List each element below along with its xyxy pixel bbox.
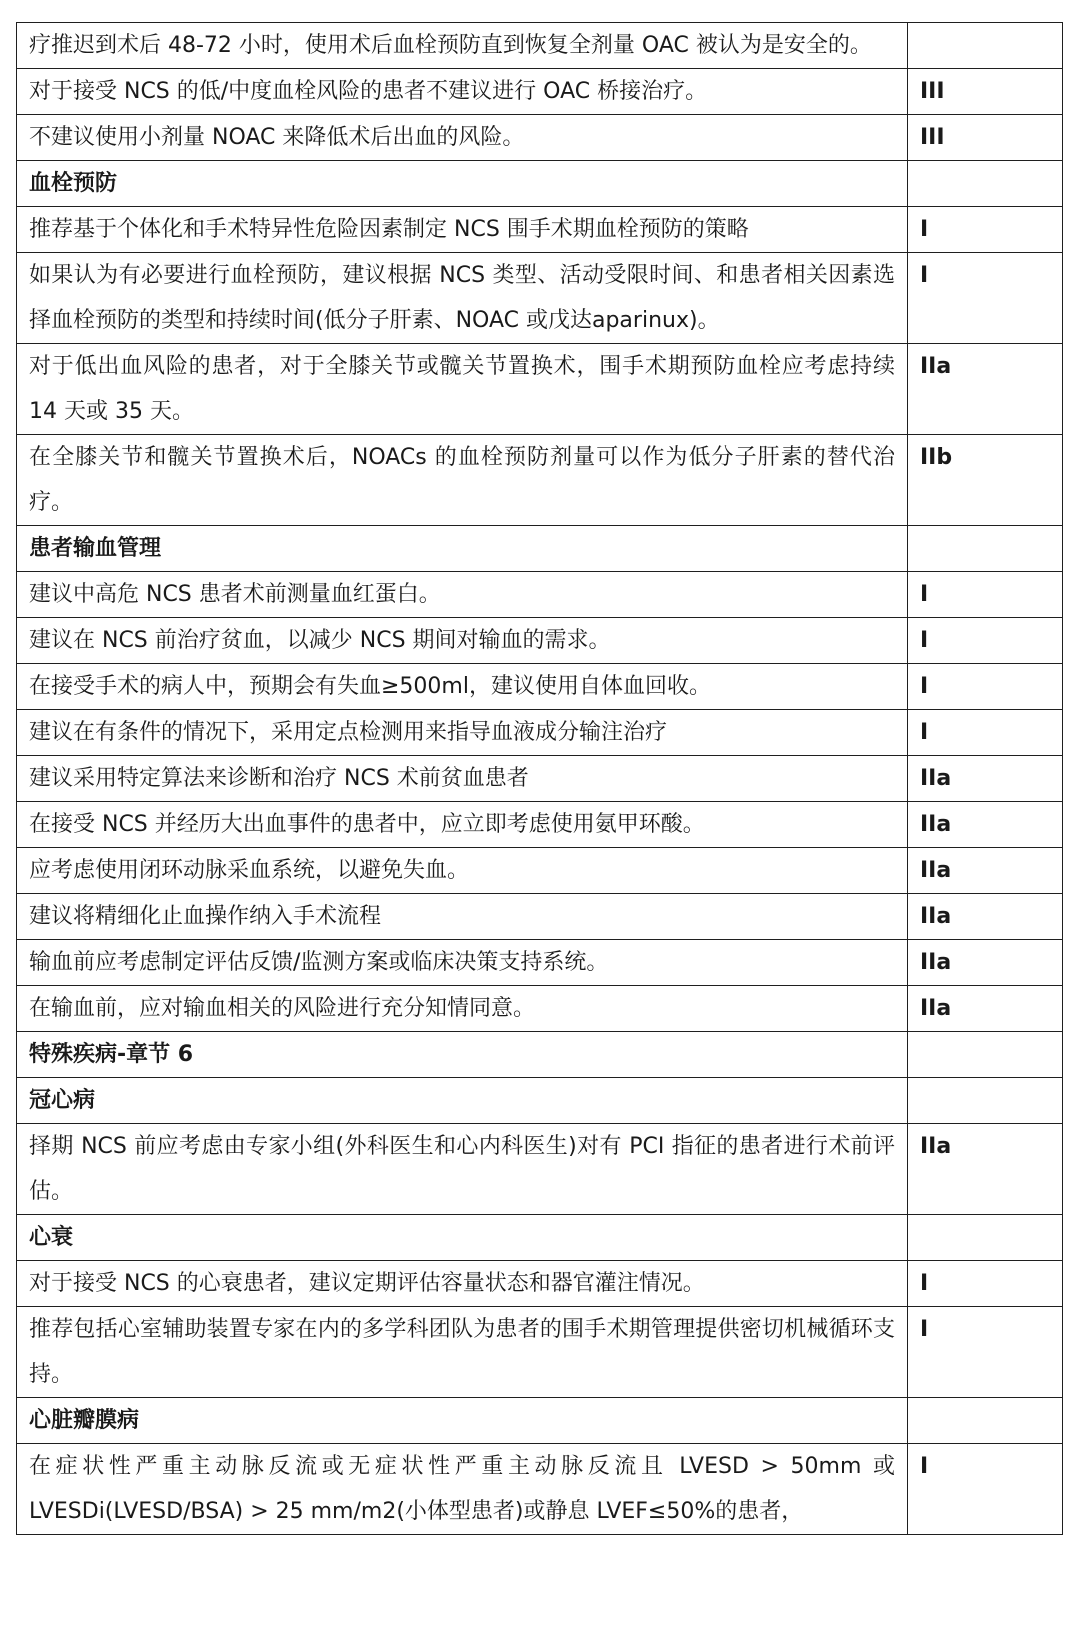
table-row	[17, 618, 1063, 664]
recommendation-class	[908, 23, 1063, 69]
recommendation-text: 建议在有条件的情况下，采用定点检测用来指导血液成分输注治疗	[17, 710, 908, 756]
recommendation-table-body	[17, 23, 1063, 1535]
table-row	[17, 207, 1063, 253]
recommendation-class	[908, 161, 1063, 207]
recommendation-class: III	[908, 69, 1063, 115]
table-row	[17, 756, 1063, 802]
recommendation-text: 在输血前，应对输血相关的风险进行充分知情同意。	[17, 986, 908, 1032]
recommendation-class: IIa	[908, 1124, 1063, 1215]
recommendation-class: IIa	[908, 344, 1063, 435]
recommendation-table	[16, 22, 1063, 1535]
section-title: 心脏瓣膜病	[17, 1398, 908, 1444]
table-row	[17, 115, 1063, 161]
table-row	[17, 986, 1063, 1032]
table-row	[17, 802, 1063, 848]
table-row	[17, 435, 1063, 526]
recommendation-text: 对于低出血风险的患者，对于全膝关节或髋关节置换术，围手术期预防血栓应考虑持续 14 天或 35 天。	[17, 344, 908, 435]
recommendation-class: IIb	[908, 435, 1063, 526]
recommendation-class: IIa	[908, 986, 1063, 1032]
recommendation-table-container	[16, 22, 1063, 1535]
recommendation-class: I	[908, 1261, 1063, 1307]
section-header-row	[17, 161, 1063, 207]
recommendation-class: IIa	[908, 894, 1063, 940]
table-row	[17, 1261, 1063, 1307]
recommendation-class: I	[908, 618, 1063, 664]
table-row	[17, 1124, 1063, 1215]
recommendation-text: 对于接受 NCS 的低/中度血栓风险的患者不建议进行 OAC 桥接治疗。	[17, 69, 908, 115]
recommendation-class: I	[908, 664, 1063, 710]
recommendation-class: IIa	[908, 940, 1063, 986]
recommendation-text: 疗推迟到术后 48-72 小时，使用术后血栓预防直到恢复全剂量 OAC 被认为是安全的。	[17, 23, 908, 69]
section-header-row	[17, 1215, 1063, 1261]
recommendation-text: 在症状性严重主动脉反流或无症状性严重主动脉反流且 LVESD > 50mm 或 LVESDi(LVESD/BSA) > 25 mm/m2(小体型患者)或静息 LVEF≤50%的患者，	[17, 1444, 908, 1535]
recommendation-text: 不建议使用小剂量 NOAC 来降低术后出血的风险。	[17, 115, 908, 161]
section-header-row	[17, 1078, 1063, 1124]
recommendation-text: 建议在 NCS 前治疗贫血，以减少 NCS 期间对输血的需求。	[17, 618, 908, 664]
table-row	[17, 344, 1063, 435]
recommendation-text: 在接受 NCS 并经历大出血事件的患者中，应立即考虑使用氨甲环酸。	[17, 802, 908, 848]
table-row	[17, 940, 1063, 986]
table-row	[17, 572, 1063, 618]
recommendation-text: 在接受手术的病人中，预期会有失血≥500ml，建议使用自体血回收。	[17, 664, 908, 710]
recommendation-text: 建议采用特定算法来诊断和治疗 NCS 术前贫血患者	[17, 756, 908, 802]
section-title: 心衰	[17, 1215, 908, 1261]
recommendation-class: I	[908, 572, 1063, 618]
recommendation-text: 择期 NCS 前应考虑由专家小组(外科医生和心内科医生)对有 PCI 指征的患者进行术前评估。	[17, 1124, 908, 1215]
section-title: 冠心病	[17, 1078, 908, 1124]
table-row	[17, 1307, 1063, 1398]
recommendation-class: I	[908, 1307, 1063, 1398]
recommendation-class	[908, 1032, 1063, 1078]
table-row	[17, 69, 1063, 115]
recommendation-class	[908, 1398, 1063, 1444]
section-title: 血栓预防	[17, 161, 908, 207]
recommendation-text: 应考虑使用闭环动脉采血系统，以避免失血。	[17, 848, 908, 894]
recommendation-class: III	[908, 115, 1063, 161]
recommendation-text: 输血前应考虑制定评估反馈/监测方案或临床决策支持系统。	[17, 940, 908, 986]
section-header-row	[17, 526, 1063, 572]
recommendation-text: 建议将精细化止血操作纳入手术流程	[17, 894, 908, 940]
recommendation-text: 如果认为有必要进行血栓预防，建议根据 NCS 类型、活动受限时间、和患者相关因素选择血栓预防的类型和持续时间(低分子肝素、NOAC 或戊达aparinux)。	[17, 253, 908, 344]
section-header-row	[17, 1398, 1063, 1444]
recommendation-text: 对于接受 NCS 的心衰患者，建议定期评估容量状态和器官灌注情况。	[17, 1261, 908, 1307]
recommendation-text: 建议中高危 NCS 患者术前测量血红蛋白。	[17, 572, 908, 618]
table-row	[17, 1444, 1063, 1535]
recommendation-class: IIa	[908, 848, 1063, 894]
section-title: 特殊疾病-章节 6	[17, 1032, 908, 1078]
recommendation-class: IIa	[908, 802, 1063, 848]
recommendation-class	[908, 1078, 1063, 1124]
table-row	[17, 253, 1063, 344]
table-row	[17, 664, 1063, 710]
recommendation-class: I	[908, 710, 1063, 756]
recommendation-text: 推荐基于个体化和手术特异性危险因素制定 NCS 围手术期血栓预防的策略	[17, 207, 908, 253]
recommendation-text: 推荐包括心室辅助装置专家在内的多学科团队为患者的围手术期管理提供密切机械循环支持。	[17, 1307, 908, 1398]
recommendation-class	[908, 526, 1063, 572]
recommendation-text: 在全膝关节和髋关节置换术后，NOACs 的血栓预防剂量可以作为低分子肝素的替代治疗。	[17, 435, 908, 526]
recommendation-class: IIa	[908, 756, 1063, 802]
table-row	[17, 710, 1063, 756]
section-header-row	[17, 1032, 1063, 1078]
recommendation-class	[908, 1215, 1063, 1261]
table-row	[17, 848, 1063, 894]
recommendation-class: I	[908, 1444, 1063, 1535]
recommendation-class: I	[908, 207, 1063, 253]
section-title: 患者输血管理	[17, 526, 908, 572]
table-row	[17, 23, 1063, 69]
table-row	[17, 894, 1063, 940]
recommendation-class: I	[908, 253, 1063, 344]
